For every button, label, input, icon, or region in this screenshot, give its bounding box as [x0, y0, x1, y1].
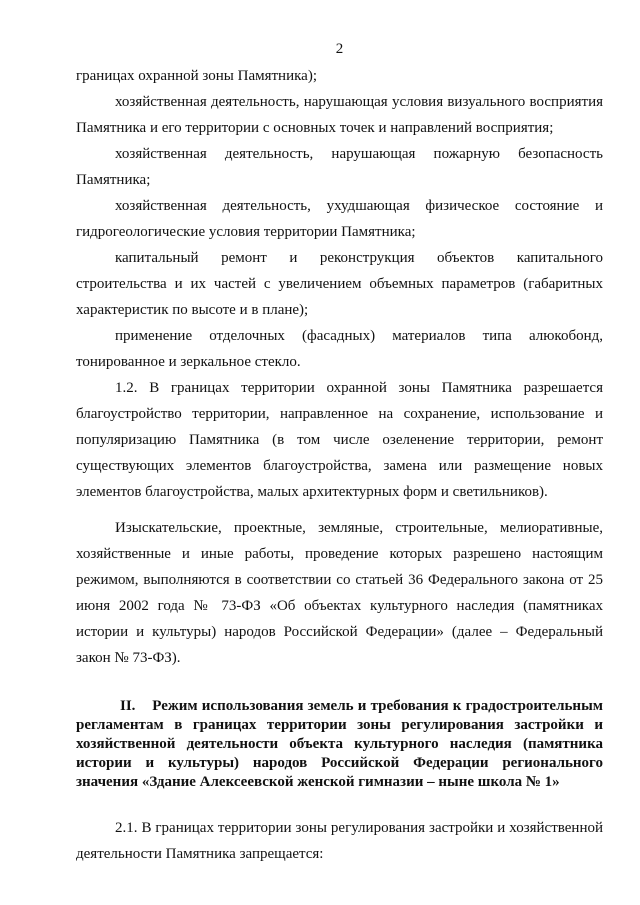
paragraph-fire-safety: хозяйственная деятельность, нарушающая пожарную безопасность Памятника;: [76, 146, 603, 188]
page-number: 2: [335, 41, 344, 57]
section-number: II.: [120, 698, 136, 714]
paragraph-clause-1-2: 1.2. В границах территории охранной зоны Памятника разрешается благоустройство территории, направленное на сохранение, использование и популяризацию Памятника (в том числе озеленение территории, ремонт существующих элементов благоустройства, замена или размещение новых элементов благоустройства, малых архитектурных форм и светильников).: [76, 380, 603, 500]
paragraph-visual-perception: хозяйственная деятельность, нарушающая условия визуального восприятия Памятника и его территории с основных точек и направлений восприятия;: [76, 94, 603, 136]
lower-text: [76, 815, 603, 867]
paragraph-continuation: границах охранной зоны Памятника);: [76, 68, 317, 84]
paragraph-finishing-materials: применение отделочных (фасадных) материалов типа алюкобонд, тонированное и зеркальное стекло.: [76, 328, 603, 370]
paragraph-survey-works: Изыскательские, проектные, земляные, строительные, мелиоративные, хозяйственные и иные работы, проведение которых разрешено настоящим режимом, выполняются в соответствии со статьей 36 Федерального закона от 25 июня 2002 года № 73-ФЗ «Об объектах культурного наследия (памятниках истории и культуры) народов Российской Федерации» (далее – Федеральный закон № 73-ФЗ).: [76, 520, 603, 666]
section-title: Режим использования земель и требования к градостроительным регламентам в границах территории зоны регулирования застройки и хозяйственной деятельности объекта культурного наследия (памятника истории и культуры) народов Российской Федерации регионального значения «Здание Алексеевской женской гимназии – ныне школа № 1»: [76, 698, 603, 790]
section-heading: [76, 697, 603, 792]
body-text: [76, 63, 603, 671]
paragraph-capital-repair: капитальный ремонт и реконструкция объектов капитального строительства и их частей с увеличением объемных параметров (габаритных характеристик по высоте и в плане);: [76, 250, 603, 318]
paragraph-clause-2-1: 2.1. В границах территории зоны регулирования застройки и хозяйственной деятельности Памятника запрещается:: [76, 820, 603, 862]
paragraph-physical-condition: хозяйственная деятельность, ухудшающая физическое состояние и гидрогеологические условия территории Памятника;: [76, 198, 603, 240]
